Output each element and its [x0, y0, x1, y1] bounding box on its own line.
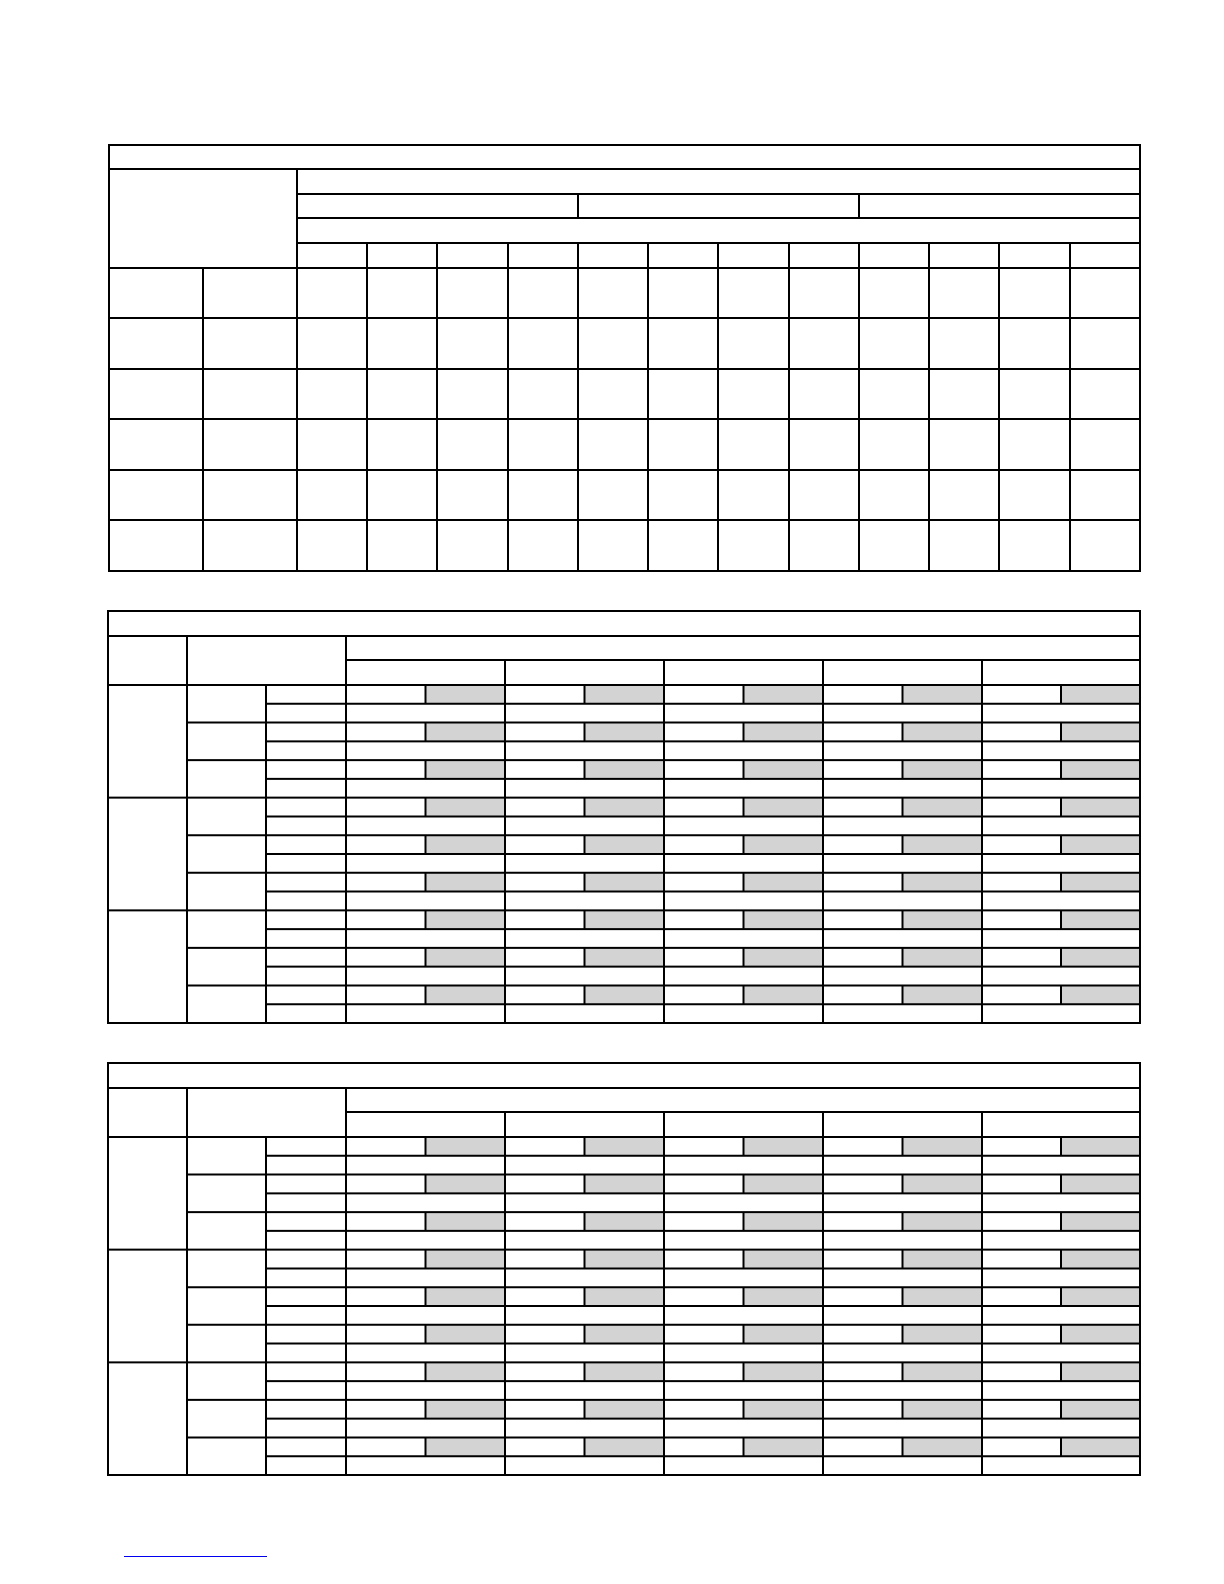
t3-shaded-cell: [1061, 1287, 1140, 1306]
t3-shaded-cell: [1061, 1250, 1140, 1269]
t3-shaded-cell: [744, 1287, 824, 1306]
t3-shaded-cell: [585, 1437, 665, 1456]
t3-shaded-cell: [585, 1400, 665, 1419]
t3-shaded-cell: [585, 1287, 665, 1306]
t3-shaded-cell: [426, 1212, 506, 1231]
t3-shaded-cell: [585, 1362, 665, 1381]
t3-shaded-cell: [744, 1437, 824, 1456]
t3-shaded-cell: [585, 1250, 665, 1269]
t3-shaded-cell: [426, 1362, 506, 1381]
t3-shaded-cell: [903, 1362, 983, 1381]
t3-shaded-cell: [585, 1175, 665, 1194]
t3-shaded-cell: [426, 1175, 506, 1194]
t3-shaded-cell: [903, 1325, 983, 1344]
t3-shaded-cell: [1061, 1325, 1140, 1344]
t3-shaded-cell: [426, 1400, 506, 1419]
t3-shaded-cell: [903, 1175, 983, 1194]
t3-shaded-cell: [585, 1212, 665, 1231]
t3-shaded-cell: [426, 1137, 506, 1156]
t3-shaded-cell: [744, 1325, 824, 1344]
t3-shaded-cell: [1061, 1137, 1140, 1156]
footer-link-underline[interactable]: [124, 1556, 267, 1557]
t3-shaded-cell: [744, 1250, 824, 1269]
t3-shaded-cell: [744, 1362, 824, 1381]
t3-shaded-cell: [426, 1437, 506, 1456]
t3-shaded-cell: [903, 1287, 983, 1306]
t3-shaded-cell: [903, 1400, 983, 1419]
t3-shaded-cell: [426, 1287, 506, 1306]
t3-shaded-cell: [903, 1437, 983, 1456]
t3-shaded-cell: [903, 1250, 983, 1269]
t3-shaded-cell: [744, 1137, 824, 1156]
t3-shaded-cell: [1061, 1400, 1140, 1419]
t3-shaded-cell: [426, 1250, 506, 1269]
t3-shaded-cell: [1061, 1212, 1140, 1231]
t3-shaded-cell: [903, 1137, 983, 1156]
t3-shaded-cell: [585, 1325, 665, 1344]
t3-shaded-cell: [903, 1212, 983, 1231]
t3-shaded-cell: [426, 1325, 506, 1344]
t3-shaded-cell: [585, 1137, 665, 1156]
t3-shaded-cell: [1061, 1437, 1140, 1456]
t3-shaded-cell: [744, 1175, 824, 1194]
t3-shaded-cell: [1061, 1175, 1140, 1194]
t3-shaded-cell: [744, 1212, 824, 1231]
t3-shaded-cell: [744, 1400, 824, 1419]
t3-shaded-cell: [1061, 1362, 1140, 1381]
